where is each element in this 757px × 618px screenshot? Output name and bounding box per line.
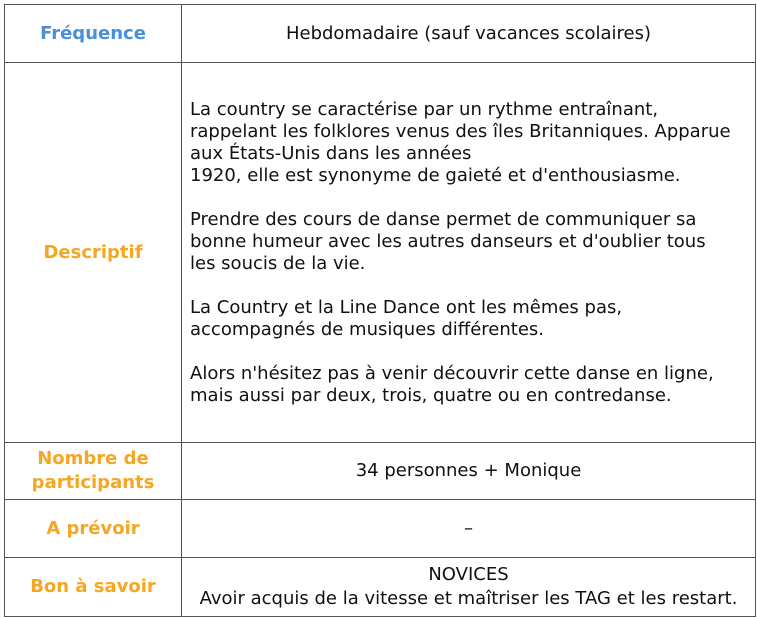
label-participants-line1: Nombre de xyxy=(37,448,149,469)
descriptif-paragraph xyxy=(190,297,749,341)
value-a-prevoir: – xyxy=(182,500,756,558)
value-bon-a-savoir-line1: NOVICES xyxy=(428,564,509,585)
descriptif-line: les soucis de la vie. xyxy=(190,252,366,274)
row-descriptif xyxy=(5,63,756,443)
descriptif-paragraph xyxy=(190,209,749,275)
descriptif-paragraph xyxy=(190,363,749,407)
descriptif-line: bonne humeur avec les autres danseurs et d'oublier tous xyxy=(190,230,706,252)
descriptif-line: aux États-Unis dans les années xyxy=(190,142,472,164)
row-a-prevoir xyxy=(5,500,756,558)
descriptif-line: Alors n'hésitez pas à venir découvrir cette danse en ligne, xyxy=(190,362,714,384)
info-table xyxy=(4,4,756,617)
descriptif-line: accompagnés de musiques différentes. xyxy=(190,318,545,340)
value-descriptif xyxy=(182,63,756,443)
descriptif-line: 1920, elle est synonyme de gaieté et d'enthousiasme. xyxy=(190,164,681,186)
row-bon-a-savoir xyxy=(5,558,756,617)
descriptif-paragraph xyxy=(190,99,749,187)
descriptif-line: La country se caractérise par un rythme entraînant, xyxy=(190,98,659,120)
descriptif-line: rappelant les folklores venus des îles Britanniques. Apparue xyxy=(190,120,731,142)
label-descriptif: Descriptif xyxy=(5,63,182,443)
row-participants xyxy=(5,443,756,500)
row-frequence xyxy=(5,5,756,63)
label-frequence: Fréquence xyxy=(5,5,182,63)
descriptif-line: La Country et la Line Dance ont les mêmes pas, xyxy=(190,296,623,318)
label-bon-a-savoir: Bon à savoir xyxy=(5,558,182,617)
descriptif-line: mais aussi par deux, trois, quatre ou en contredanse. xyxy=(190,384,672,406)
label-participants xyxy=(5,443,182,500)
descriptif-line: Prendre des cours de danse permet de communiquer sa xyxy=(190,208,697,230)
label-a-prevoir: A prévoir xyxy=(5,500,182,558)
label-participants-line2: participants xyxy=(31,472,155,493)
value-bon-a-savoir-line2: Avoir acquis de la vitesse et maîtriser les TAG et les restart. xyxy=(199,588,738,609)
value-frequence: Hebdomadaire (sauf vacances scolaires) xyxy=(182,5,756,63)
value-participants: 34 personnes + Monique xyxy=(182,443,756,500)
value-bon-a-savoir xyxy=(182,558,756,617)
